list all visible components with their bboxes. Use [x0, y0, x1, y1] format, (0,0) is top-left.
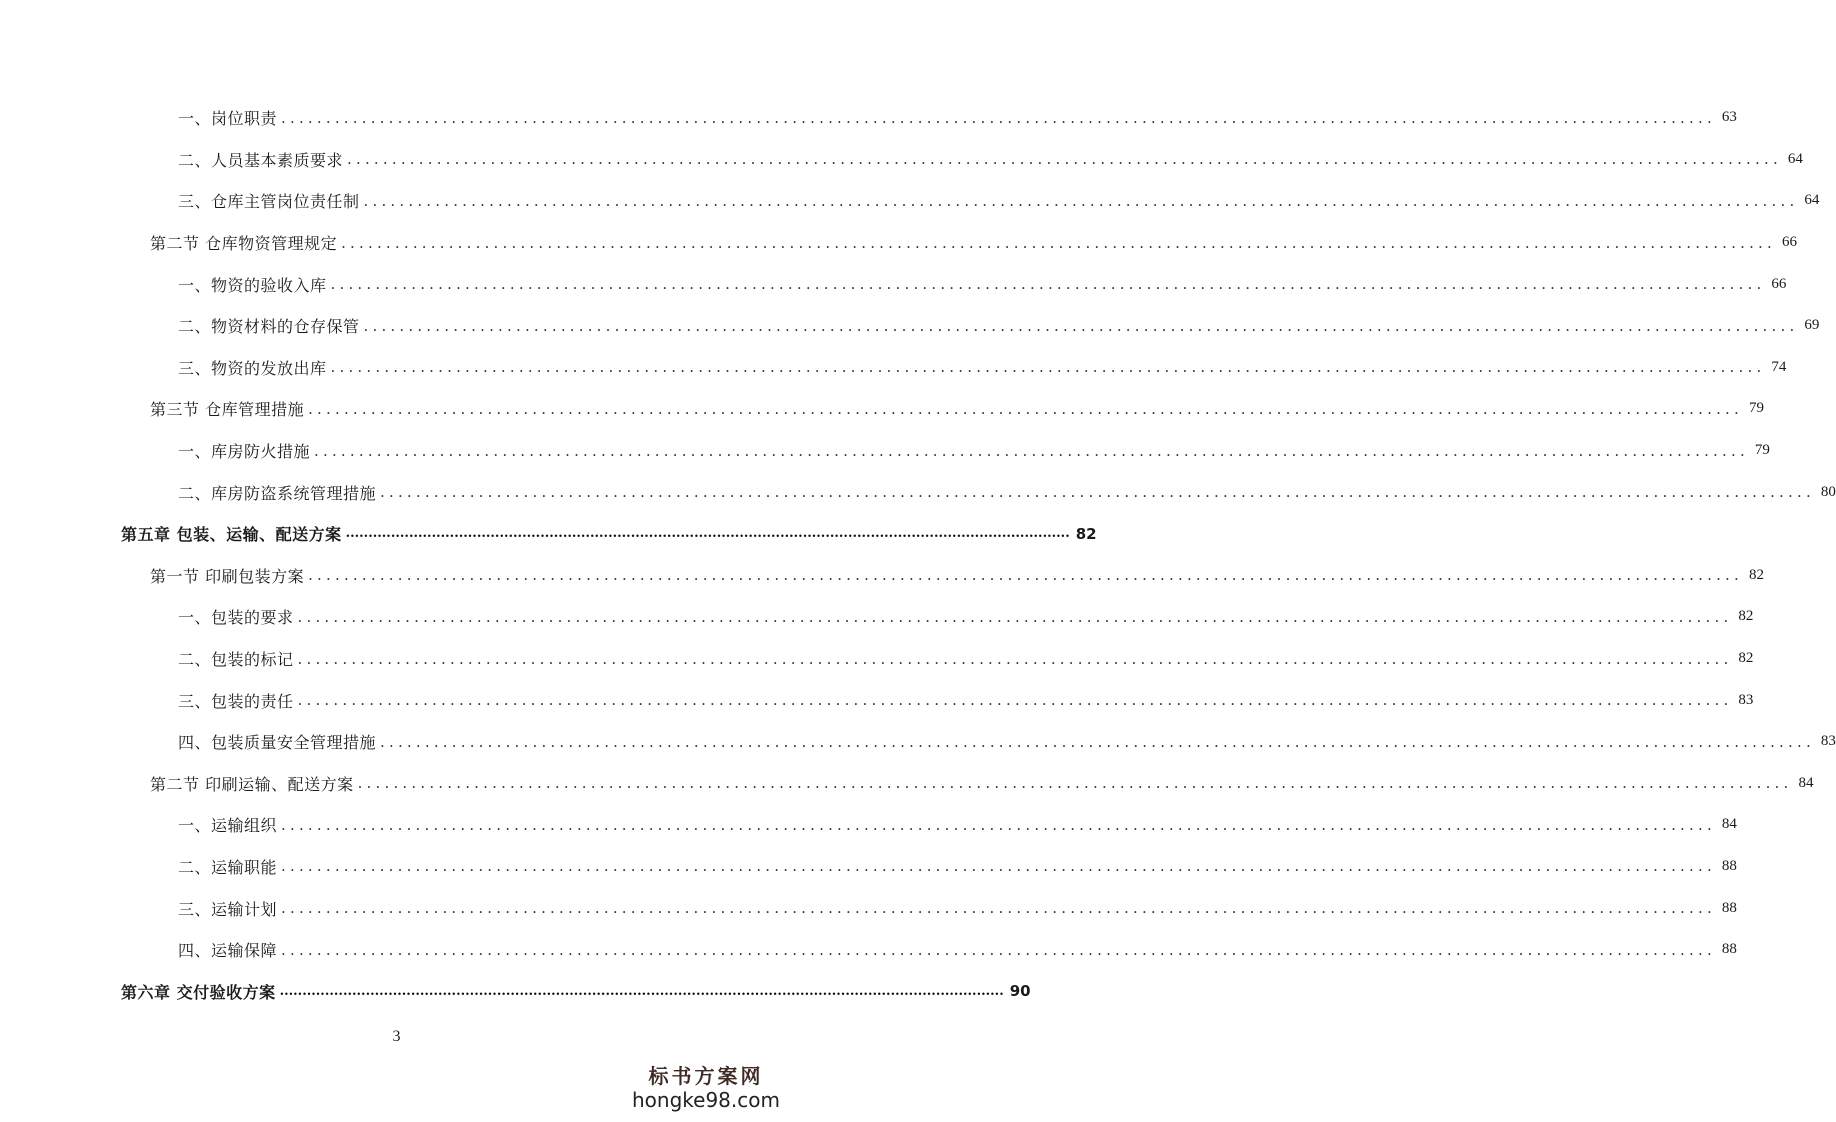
toc-entry-page: 64 — [1787, 150, 1803, 167]
toc-entry-label: 一、库房防火措施 — [178, 442, 311, 462]
toc-entry-page: 79 — [1754, 442, 1770, 459]
toc-entry-label: 二、人员基本素质要求 — [178, 150, 344, 170]
toc-entry-page: 63 — [1721, 109, 1737, 126]
toc-dot-leader: ................................................................................................................................................................ — [297, 691, 1733, 710]
toc-dot-leader: ................................................................................................................................................................ — [357, 774, 1793, 793]
toc-entry-page: 74 — [1771, 358, 1787, 375]
toc-entry-label: 一、包装的要求 — [178, 608, 294, 628]
watermark-url: hongke98.com — [632, 1088, 780, 1112]
toc-dot-leader: ................................................................................................................................................................ — [345, 526, 1070, 542]
toc-entry-item[interactable] — [0, 430, 1770, 472]
toc-dot-leader: ................................................................................................................................................................ — [347, 150, 1782, 169]
toc-entry-page: 82 — [1738, 650, 1754, 667]
watermark-logo — [631, 1064, 781, 1112]
toc-dot-leader: ................................................................................................................................................................ — [281, 857, 1716, 876]
toc-dot-leader: ................................................................................................................................................................ — [341, 233, 1776, 252]
toc-entry-page: 90 — [1009, 982, 1031, 1001]
toc-entry-line — [0, 347, 1787, 389]
toc-entry-line — [0, 970, 1031, 1012]
watermark-title: 标书方案网 — [648, 1064, 764, 1088]
toc-dot-leader: ................................................................................................................................................................ — [297, 649, 1733, 668]
toc-entry-label: 一、运输组织 — [178, 816, 278, 836]
toc-dot-leader: ................................................................................................................................................................ — [314, 441, 1749, 460]
toc-entry-page: 88 — [1721, 899, 1737, 916]
toc-entry-label: 第六章 交付验收方案 — [121, 982, 276, 1002]
toc-entry-section[interactable] — [0, 222, 1797, 264]
toc-entry-page: 84 — [1798, 774, 1814, 791]
toc-entry-item[interactable] — [0, 305, 1820, 347]
toc-entry-page: 82 — [1748, 566, 1764, 583]
toc-dot-leader: ................................................................................................................................................................ — [363, 191, 1799, 210]
table-of-contents — [0, 97, 1836, 1012]
toc-entry-page: 64 — [1804, 192, 1820, 209]
toc-entry-label: 三、仓库主管岗位责任制 — [178, 192, 360, 212]
toc-entry-item[interactable] — [0, 679, 1754, 721]
toc-entry-page: 83 — [1738, 691, 1754, 708]
toc-entry-line — [0, 180, 1820, 222]
toc-entry-item[interactable] — [0, 846, 1737, 888]
toc-entry-item[interactable] — [0, 638, 1754, 680]
toc-entry-label: 第二节 仓库物资管理规定 — [150, 234, 338, 254]
toc-entry-chapter[interactable] — [0, 513, 1097, 555]
toc-entry-item[interactable] — [0, 263, 1787, 305]
toc-entry-label: 第一节 印刷包装方案 — [150, 566, 305, 586]
toc-entry-label: 二、运输职能 — [178, 857, 278, 877]
toc-entry-label: 三、包装的责任 — [178, 691, 294, 711]
toc-entry-label: 第二节 印刷运输、配送方案 — [150, 774, 354, 794]
toc-entry-label: 第三节 仓库管理措施 — [150, 400, 305, 420]
toc-entry-page: 80 — [1820, 483, 1836, 500]
toc-entry-page: 82 — [1738, 608, 1754, 625]
toc-entry-line — [0, 305, 1820, 347]
toc-entry-line — [0, 471, 1836, 513]
toc-entry-item[interactable] — [0, 596, 1754, 638]
toc-entry-line — [0, 555, 1764, 597]
toc-entry-label: 一、岗位职责 — [178, 109, 278, 129]
toc-entry-page: 88 — [1721, 941, 1737, 958]
toc-entry-line — [0, 846, 1737, 888]
toc-entry-line — [0, 222, 1797, 264]
toc-entry-item[interactable] — [0, 97, 1737, 139]
toc-entry-label: 四、运输保障 — [178, 941, 278, 961]
toc-dot-leader: ................................................................................................................................................................ — [279, 983, 1004, 999]
toc-dot-leader: ................................................................................................................................................................ — [308, 399, 1743, 418]
toc-entry-item[interactable] — [0, 471, 1836, 513]
toc-entry-line — [0, 139, 1803, 181]
toc-entry-item[interactable] — [0, 347, 1787, 389]
toc-dot-leader: ................................................................................................................................................................ — [308, 566, 1743, 585]
toc-entry-page: 69 — [1804, 317, 1820, 334]
toc-entry-page: 84 — [1721, 816, 1737, 833]
toc-entry-line — [0, 638, 1754, 680]
toc-entry-item[interactable] — [0, 180, 1820, 222]
toc-dot-leader: ................................................................................................................................................................ — [281, 940, 1716, 959]
toc-entry-line — [0, 721, 1836, 763]
toc-entry-label: 三、运输计划 — [178, 899, 278, 919]
toc-entry-label: 二、包装的标记 — [178, 650, 294, 670]
toc-entry-line — [0, 679, 1754, 721]
toc-entry-label: 一、物资的验收入库 — [178, 275, 327, 295]
toc-entry-label: 二、库房防盗系统管理措施 — [178, 483, 377, 503]
toc-entry-item[interactable] — [0, 929, 1737, 971]
toc-dot-leader: ................................................................................................................................................................ — [363, 316, 1799, 335]
toc-entry-label: 四、包装质量安全管理措施 — [178, 733, 377, 753]
toc-entry-line — [0, 513, 1097, 555]
toc-entry-line — [0, 929, 1737, 971]
toc-entry-line — [0, 97, 1737, 139]
toc-dot-leader: ................................................................................................................................................................ — [281, 899, 1716, 918]
toc-entry-section[interactable] — [0, 763, 1814, 805]
toc-entry-page: 66 — [1771, 275, 1787, 292]
toc-entry-page: 66 — [1781, 234, 1797, 251]
toc-entry-line — [0, 596, 1754, 638]
toc-entry-label: 第五章 包装、运输、配送方案 — [121, 525, 342, 545]
toc-dot-leader: ................................................................................................................................................................ — [330, 358, 1766, 377]
toc-dot-leader: ................................................................................................................................................................ — [380, 483, 1815, 502]
toc-entry-page: 88 — [1721, 857, 1737, 874]
toc-entry-line — [0, 263, 1787, 305]
toc-entry-label: 三、物资的发放出库 — [178, 358, 327, 378]
toc-entry-line — [0, 430, 1770, 472]
toc-entry-item[interactable] — [0, 139, 1803, 181]
toc-dot-leader: ................................................................................................................................................................ — [281, 815, 1716, 834]
toc-entry-section[interactable] — [0, 388, 1764, 430]
toc-entry-page: 82 — [1075, 524, 1097, 543]
toc-entry-page: 83 — [1820, 733, 1836, 750]
toc-entry-label: 二、物资材料的仓存保管 — [178, 317, 360, 337]
toc-entry-line — [0, 804, 1737, 846]
toc-entry-page: 79 — [1748, 400, 1764, 417]
toc-entry-line — [0, 763, 1814, 805]
toc-dot-leader: ................................................................................................................................................................ — [380, 732, 1815, 751]
toc-dot-leader: ................................................................................................................................................................ — [297, 607, 1733, 626]
page-number: 3 — [392, 1028, 401, 1045]
toc-entry-item[interactable] — [0, 804, 1737, 846]
toc-entry-section[interactable] — [0, 555, 1764, 597]
toc-entry-line — [0, 887, 1737, 929]
toc-dot-leader: ................................................................................................................................................................ — [330, 275, 1766, 294]
toc-dot-leader: ................................................................................................................................................................ — [281, 108, 1716, 127]
toc-entry-item[interactable] — [0, 721, 1836, 763]
toc-entry-line — [0, 388, 1764, 430]
toc-entry-item[interactable] — [0, 887, 1737, 929]
toc-entry-chapter[interactable] — [0, 970, 1031, 1012]
